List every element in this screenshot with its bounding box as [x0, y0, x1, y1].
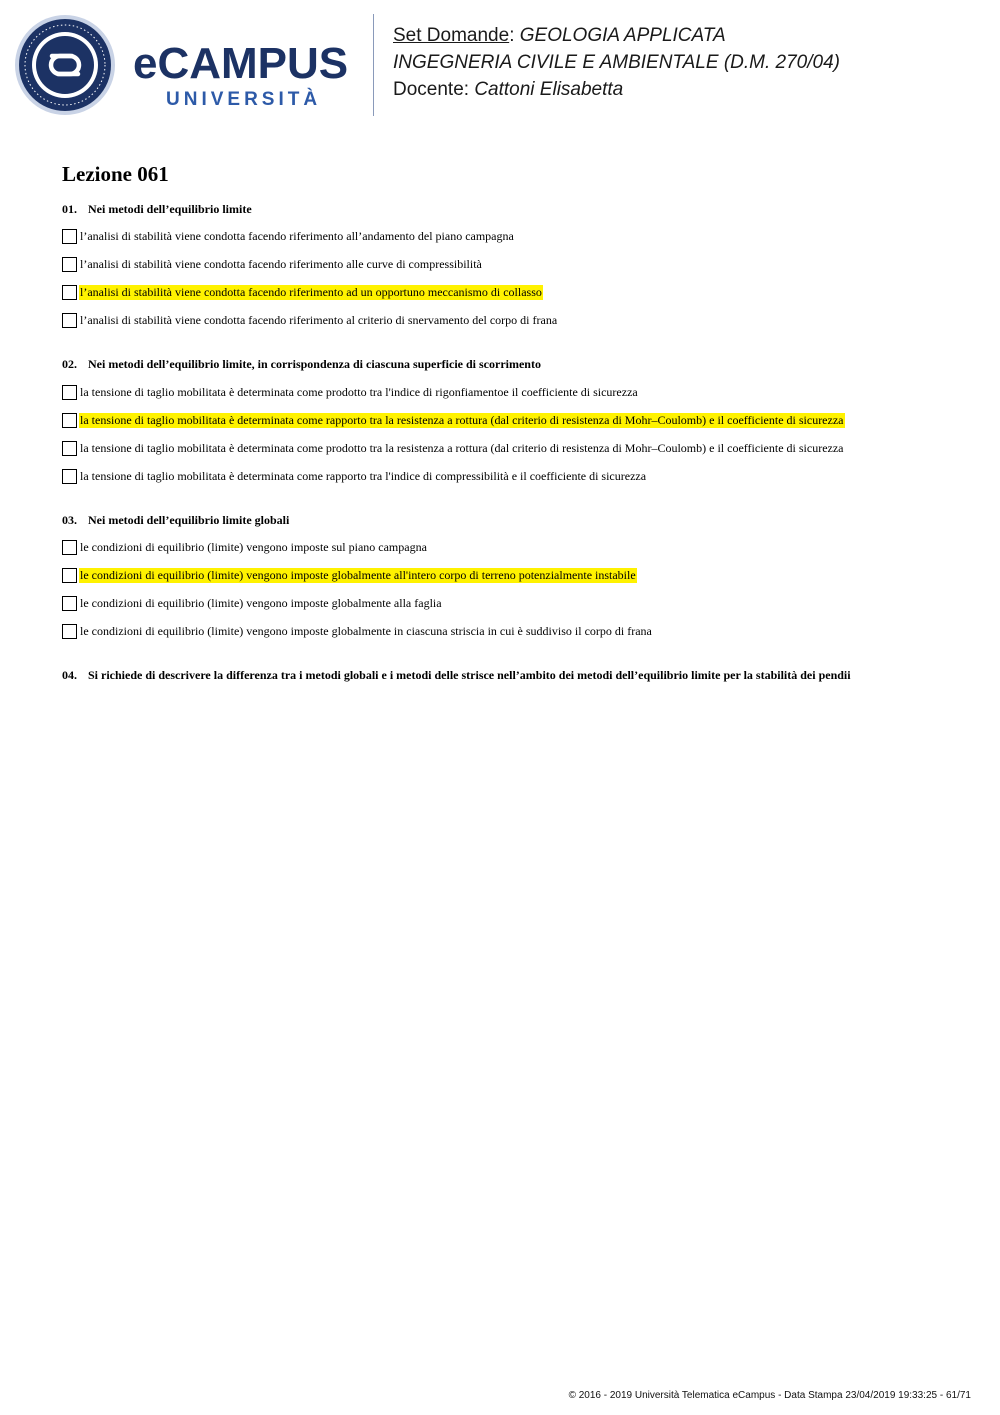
answer-option[interactable] [62, 617, 942, 645]
ecampus-wordmark [133, 39, 358, 114]
quiz-content [62, 160, 942, 683]
answer-option[interactable] [62, 378, 942, 406]
answer-checkbox[interactable] [62, 413, 77, 428]
answer-text: la tensione di taglio mobilitata è determinata come rapporto tra la resistenza a rottura (dal criterio di resistenza di Mohr–Coulomb) e il coefficiente di sicurezza [80, 412, 844, 427]
question-text: Nei metodi dell’equilibrio limite globali [88, 513, 290, 527]
answer-text: la tensione di taglio mobilitata è determinata come prodotto tra la resistenza a rottura (dal criterio di resistenza di Mohr–Coulomb) e il coefficiente di sicurezza [80, 440, 844, 455]
brand-name: eCAMPUS [133, 39, 349, 88]
answer-text: l’analisi di stabilità viene condotta facendo riferimento al criterio di snervamento del corpo di frana [80, 312, 558, 327]
answer-option[interactable] [62, 222, 942, 250]
answer-option-correct[interactable] [62, 278, 942, 306]
teacher-label: Docente: [393, 79, 470, 100]
question-3 [62, 513, 942, 645]
answer-text: le condizioni di equilibrio (limite) vengono imposte globalmente all'intero corpo di terreno potenzialmente instabile [80, 567, 636, 582]
answer-text: la tensione di taglio mobilitata è determinata come rapporto tra l'indice di compressibilità e il coefficiente di sicurezza [80, 468, 647, 483]
degree-program: INGEGNERIA CIVILE E AMBIENTALE (D.M. 270/04) [393, 52, 840, 73]
answer-checkbox[interactable] [62, 624, 77, 639]
answer-option[interactable] [62, 434, 942, 462]
answer-checkbox[interactable] [62, 257, 77, 272]
question-title [62, 357, 942, 372]
answer-checkbox[interactable] [62, 568, 77, 583]
answer-option[interactable] [62, 589, 942, 617]
ecampus-seal-logo [14, 14, 116, 116]
question-title [62, 513, 942, 528]
question-4 [62, 668, 942, 683]
question-title [62, 668, 942, 683]
course-subject: GEOLOGIA APPLICATA [519, 25, 726, 46]
course-subject-line [393, 22, 840, 49]
answer-option[interactable] [62, 533, 942, 561]
set-label: Set Domande [393, 25, 510, 46]
answer-option[interactable] [62, 250, 942, 278]
question-text: Si richiede di descrivere la differenza tra i metodi globali e i metodi delle strisce nell’ambito dei metodi dell’equilibrio limite per la stabilità dei pendii [88, 668, 851, 682]
answer-text: le condizioni di equilibrio (limite) vengono imposte globalmente alla faglia [80, 595, 442, 610]
question-number: 02. [62, 357, 77, 371]
answer-option-correct[interactable] [62, 406, 942, 434]
teacher-line [393, 76, 840, 103]
question-text: Nei metodi dell’equilibrio limite [88, 202, 252, 216]
answer-option[interactable] [62, 306, 942, 334]
brand-subtitle: UNIVERSITÀ [166, 89, 322, 110]
course-info [393, 22, 840, 103]
answer-text: le condizioni di equilibrio (limite) vengono imposte globalmente in ciascuna striscia in cui è suddiviso il corpo di frana [80, 623, 652, 638]
question-2 [62, 357, 942, 490]
answer-text: l’analisi di stabilità viene condotta facendo riferimento ad un opportuno meccanismo di collasso [80, 284, 542, 299]
answer-option[interactable] [62, 462, 942, 490]
question-title [62, 202, 942, 217]
page-header [0, 0, 1000, 130]
question-text: Nei metodi dell’equilibrio limite, in corrispondenza di ciascuna superficie di scorrimento [88, 357, 541, 371]
answer-checkbox[interactable] [62, 596, 77, 611]
question-number: 03. [62, 513, 77, 527]
answer-checkbox[interactable] [62, 313, 77, 328]
question-number: 01. [62, 202, 77, 216]
question-list [62, 202, 942, 683]
page-footer: © 2016 - 2019 Università Telematica eCampus - Data Stampa 23/04/2019 19:33:25 - 61/71 [568, 1390, 971, 1401]
answer-checkbox[interactable] [62, 229, 77, 244]
header-divider [373, 14, 374, 116]
answer-option-correct[interactable] [62, 561, 942, 589]
question-1 [62, 202, 942, 334]
answer-checkbox[interactable] [62, 469, 77, 484]
answer-text: le condizioni di equilibrio (limite) vengono imposte sul piano campagna [80, 539, 427, 554]
answer-checkbox[interactable] [62, 385, 77, 400]
lesson-title: Lezione 061 [62, 162, 169, 186]
answer-text: la tensione di taglio mobilitata è determinata come prodotto tra l'indice di rigonfiamentoe il coefficiente di sicurezza [80, 384, 638, 399]
answer-checkbox[interactable] [62, 540, 77, 555]
set-separator: : [509, 25, 515, 46]
answer-checkbox[interactable] [62, 285, 77, 300]
question-number: 04. [62, 668, 77, 682]
answer-text: l’analisi di stabilità viene condotta facendo riferimento alle curve di compressibilità [80, 256, 482, 271]
answer-text: l’analisi di stabilità viene condotta facendo riferimento all’andamento del piano campagna [80, 228, 514, 243]
answer-checkbox[interactable] [62, 441, 77, 456]
teacher-name: Cattoni Elisabetta [474, 79, 624, 100]
